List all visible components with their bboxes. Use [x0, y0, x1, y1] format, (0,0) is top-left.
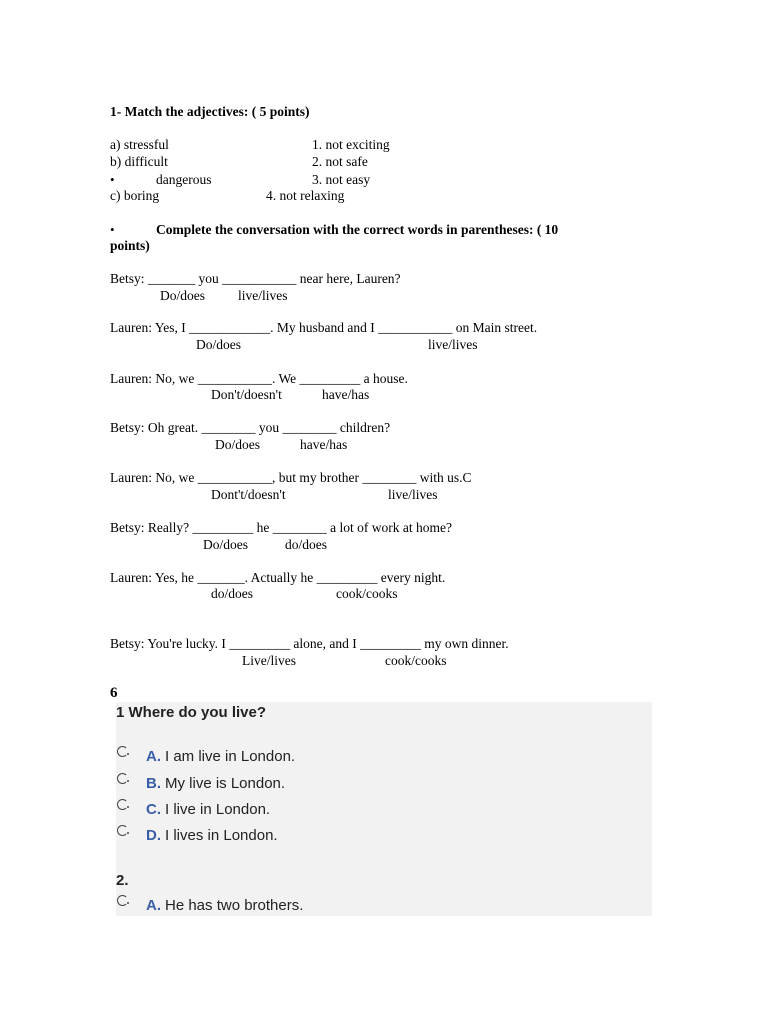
hint-5a: Dont't/doesn't [211, 487, 286, 502]
hint-8b: cook/cooks [385, 653, 447, 668]
conversation-line-5: Lauren: No, we ___________, but my brother ________ with us.C [110, 470, 472, 485]
option-1b[interactable] [146, 775, 285, 793]
hint-5b: live/lives [388, 487, 438, 502]
match-right-4: 4. not relaxing [266, 188, 345, 203]
match-right-3: 3. not easy [312, 172, 371, 187]
option-1c[interactable] [146, 801, 270, 819]
conversation-line-2: Lauren: Yes, I ____________. My husband and I ___________ on Main street. [110, 320, 538, 335]
hint-4a: Do/does [215, 437, 260, 452]
question-2-title: 2. [116, 872, 129, 889]
radio-1d[interactable] [117, 825, 128, 836]
match-left-a: a) stressful [110, 137, 169, 152]
hint-6b: do/does [285, 537, 327, 552]
hint-2b: live/lives [428, 337, 478, 352]
hint-1a: Do/does [160, 288, 205, 303]
conversation-line-7: Lauren: Yes, he _______. Actually he _________ every night. [110, 570, 446, 585]
page-number: 6 [110, 685, 118, 701]
option-text: He has two brothers. [165, 897, 304, 914]
section2-title: Complete the conversation with the correct words in parentheses: ( 10 [156, 222, 559, 237]
bullet-icon: • [110, 222, 115, 237]
section1-title: 1- Match the adjectives: ( 5 points) [110, 104, 310, 119]
option-text: I am live in London. [165, 748, 296, 765]
option-letter: A. [146, 748, 161, 765]
match-left-b: b) difficult [110, 154, 168, 169]
option-text: My live is London. [165, 775, 286, 792]
option-2a[interactable] [146, 897, 303, 915]
match-right-2: 2. not safe [312, 154, 368, 169]
option-letter: A. [146, 897, 161, 914]
hint-2a: Do/does [196, 337, 241, 352]
hint-7b: cook/cooks [336, 586, 398, 601]
radio-1a[interactable] [117, 746, 128, 757]
bullet-icon: • [110, 172, 115, 187]
hint-6a: Do/does [203, 537, 248, 552]
quiz-panel [116, 702, 652, 916]
hint-1b: live/lives [238, 288, 288, 303]
match-right-1: 1. not exciting [312, 137, 390, 152]
option-text: I lives in London. [165, 827, 278, 844]
radio-2a[interactable] [117, 895, 128, 906]
section2-title-cont: points) [110, 238, 150, 253]
hint-3a: Don't/doesn't [211, 387, 282, 402]
question-1-title: 1 Where do you live? [116, 704, 267, 721]
radio-1b[interactable] [117, 773, 128, 784]
option-letter: B. [146, 775, 161, 792]
option-letter: C. [146, 801, 161, 818]
hint-8a: Live/lives [242, 653, 296, 668]
option-text: I live in London. [165, 801, 271, 818]
option-1d[interactable] [146, 827, 278, 845]
match-left-dangerous: dangerous [156, 172, 212, 187]
option-1a[interactable] [146, 748, 295, 766]
conversation-line-4: Betsy: Oh great. ________ you ________ children? [110, 420, 391, 435]
conversation-line-8: Betsy: You're lucky. I _________ alone, and I _________ my own dinner. [110, 636, 509, 651]
option-letter: D. [146, 827, 161, 844]
hint-4b: have/has [300, 437, 348, 452]
radio-1c[interactable] [117, 799, 128, 810]
conversation-line-3: Lauren: No, we ___________. We _________ a house. [110, 371, 408, 386]
conversation-line-6: Betsy: Really? _________ he ________ a lot of work at home? [110, 520, 452, 535]
hint-7a: do/does [211, 586, 253, 601]
hint-3b: have/has [322, 387, 370, 402]
conversation-line-1: Betsy: _______ you ___________ near here, Lauren? [110, 271, 401, 286]
match-left-c: c) boring [110, 188, 160, 203]
